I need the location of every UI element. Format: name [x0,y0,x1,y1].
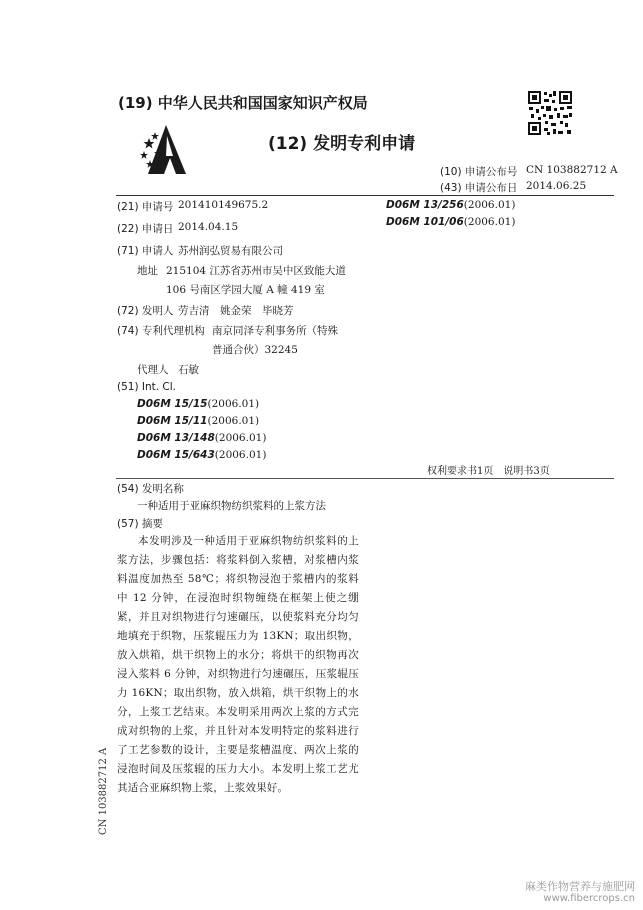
ipc-code-left-3 [137,432,266,444]
agent-label: 代理人 [137,364,169,376]
inventors: 劳吉清 姚金荣 毕晓芳 [178,305,294,317]
agency-line-2: 普通合伙）32245 [212,344,298,356]
ipc-code-left-2 [137,415,259,427]
ipc-edition: (2006.01) [207,398,260,410]
address-line-2: 106 号南区学园大厦 A 幢 419 室 [166,284,325,296]
cnipa-emblem-icon [140,122,196,176]
biblio-divider [116,478,614,479]
int-cl-label: (51) Int. Cl. [117,381,177,393]
ipc-edition: (2006.01) [214,432,267,444]
application-number: 201410149675.2 [178,199,269,211]
publication-number-label: (10) 申请公布号 [440,166,518,178]
publication-date: 2014.06.25 [526,180,587,192]
pages-note: 权利要求书1页 说明书3页 [427,466,550,477]
abstract-label: (57) 摘要 [117,518,163,530]
application-number-label: (21) 申请号 [117,201,174,213]
ipc-code-right-1 [386,199,515,211]
publication-date-label: (43) 申请公布日 [440,182,518,194]
invention-title-label: (54) 发明名称 [117,483,184,495]
agency-label: (74) 专利代理机构 [117,325,205,337]
address-line-1: 215104 江苏省苏州市吴中区致能大道 [166,265,346,277]
ipc-edition: (2006.01) [214,449,267,461]
ipc-edition: (2006.01) [463,199,516,211]
ipc-code: D06M 15/11 [137,415,208,427]
ipc-code: D06M 101/06 [386,216,464,228]
invention-title: 一种适用于亚麻织物纺织浆料的上浆方法 [137,500,326,512]
ipc-edition: (2006.01) [463,216,516,228]
abstract-text: 本发明涉及一种适用于亚麻织物纺织浆料的上浆方法，步骤包括：将浆料倒入浆槽，对浆槽内浆料温度加热至 58℃；将织物浸泡于浆槽内的浆料中 12 分钟，在浸泡时织物缠绕在框架上使之绷紧，并且对织物进行匀速碾压，以使浆料充分均匀地填充于织物，压浆辊压力为 13KN；取出织物，放入烘箱，烘干织物上的水分；将烘干的织物再次浸入浆料 6 分钟，对织物进行匀速碾压，压浆辊压力 16KN；取出织物，放入烘箱，烘干织物上的水分，上浆工艺结束。本发明采用两次上浆的方式完成对织物的上浆，并且针对本发明特定的浆料进行了工艺参数的设计，主要是浆槽温度、两次上浆的浸泡时间及压浆辊的压力大小。本发明上浆工艺尤其适合亚麻织物上浆，上浆效果好。 [117,535,359,794]
agent: 石敏 [178,364,199,376]
document-type: (12) 发明专利申请 [268,134,416,154]
applicant-label: (71) 申请人 [117,245,174,257]
address-label: 地址 [137,265,158,277]
header-divider [116,195,614,196]
application-date: 2014.04.15 [178,221,239,233]
side-publication-number: CN 103882712 A [98,747,109,835]
applicant: 苏州润弘贸易有限公司 [178,245,283,257]
watermark-site-name: 麻类作物营养与施肥网 [525,880,635,893]
publication-number: CN 103882712 A [526,164,618,176]
ipc-code: D06M 13/256 [386,199,464,211]
ipc-code: D06M 13/148 [137,432,215,444]
inventor-label: (72) 发明人 [117,305,174,317]
ipc-code-left-1 [137,398,259,410]
office-name: (19) 中华人民共和国国家知识产权局 [118,94,368,112]
ipc-code-right-2 [386,216,515,228]
agency-line-1: 南京同泽专利事务所（特殊 [212,325,338,337]
ipc-edition: (2006.01) [207,415,260,427]
ipc-code: D06M 15/15 [137,398,208,410]
ipc-code-left-4 [137,449,266,461]
watermark-url: www.fibercrops.cn [543,893,635,904]
qr-code-icon [527,90,573,136]
application-date-label: (22) 申请日 [117,223,174,235]
ipc-code: D06M 15/643 [137,449,215,461]
